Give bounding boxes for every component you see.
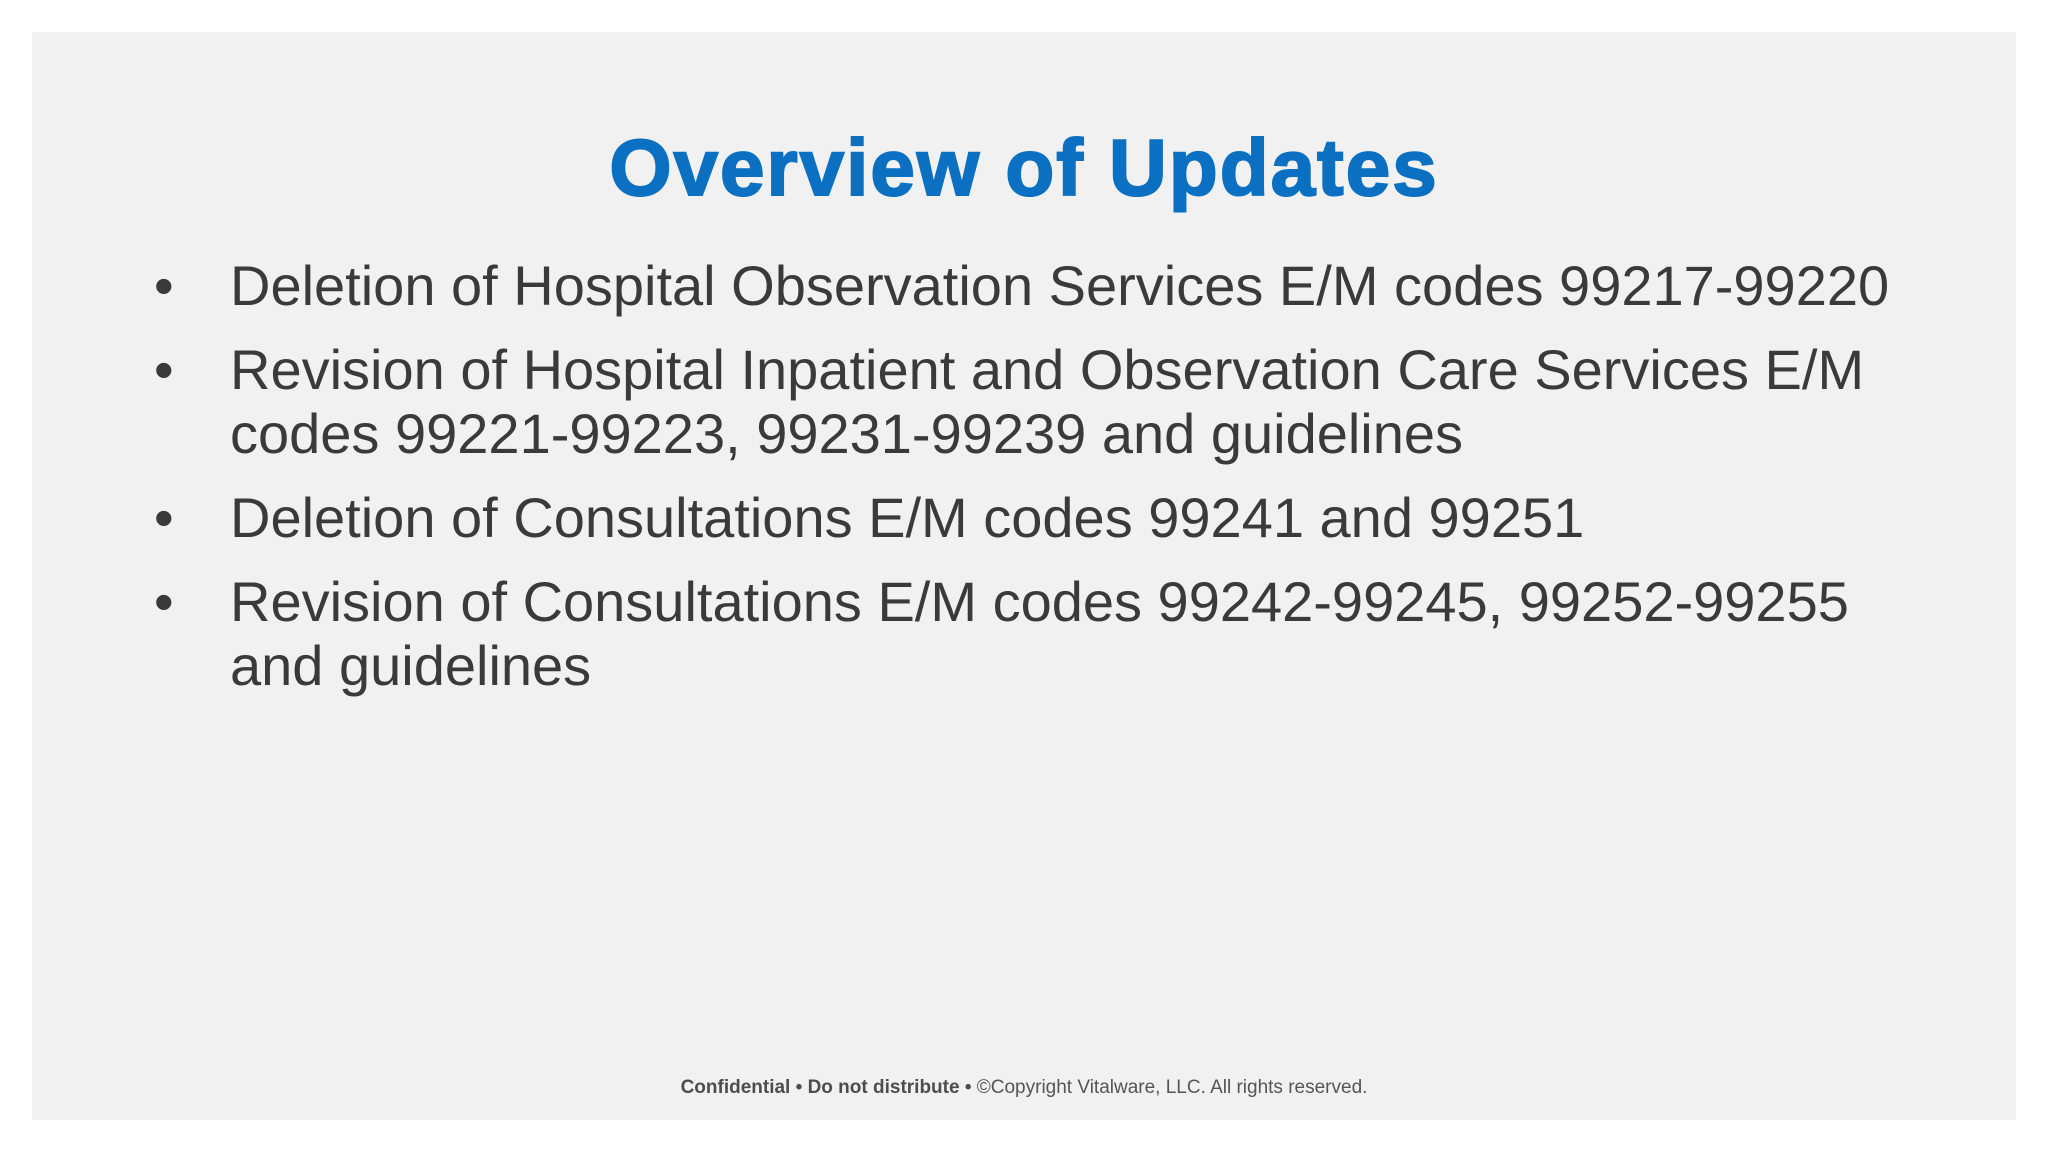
bullet-item [154, 570, 1914, 698]
bullet-marker: • [154, 570, 174, 633]
bullet-text: Deletion of Hospital Observation Services E/M codes 99217-99220 [230, 254, 1890, 317]
bullet-item [154, 254, 1914, 318]
bullet-marker: • [154, 486, 174, 549]
footer-copyright: ©Copyright Vitalware, LLC. All rights reserved. [976, 1077, 1368, 1098]
bullet-item [154, 486, 1914, 550]
bullet-text: Deletion of Consultations E/M codes 99241 and 99251 [230, 486, 1585, 549]
footer-notice [32, 1076, 2016, 1100]
footer-confidential: Confidential [680, 1077, 791, 1098]
bullet-list [154, 254, 1914, 718]
bullet-item [154, 338, 1914, 466]
bullet-text: Revision of Consultations E/M codes 99242-99245, 99252-99255 and guidelines [230, 570, 1849, 697]
bullet-marker: • [154, 338, 174, 401]
footer-do-not-distribute: Do not distribute [807, 1077, 960, 1098]
bullet-marker: • [154, 254, 174, 317]
bullet-text: Revision of Hospital Inpatient and Observation Care Services E/M codes 99221-99223, 99231-99239 and guidelines [230, 338, 1865, 465]
slide [32, 32, 2016, 1120]
footer-separator: • [959, 1077, 977, 1098]
slide-title: Overview of Updates [609, 123, 1439, 212]
footer-separator: • [790, 1077, 808, 1098]
